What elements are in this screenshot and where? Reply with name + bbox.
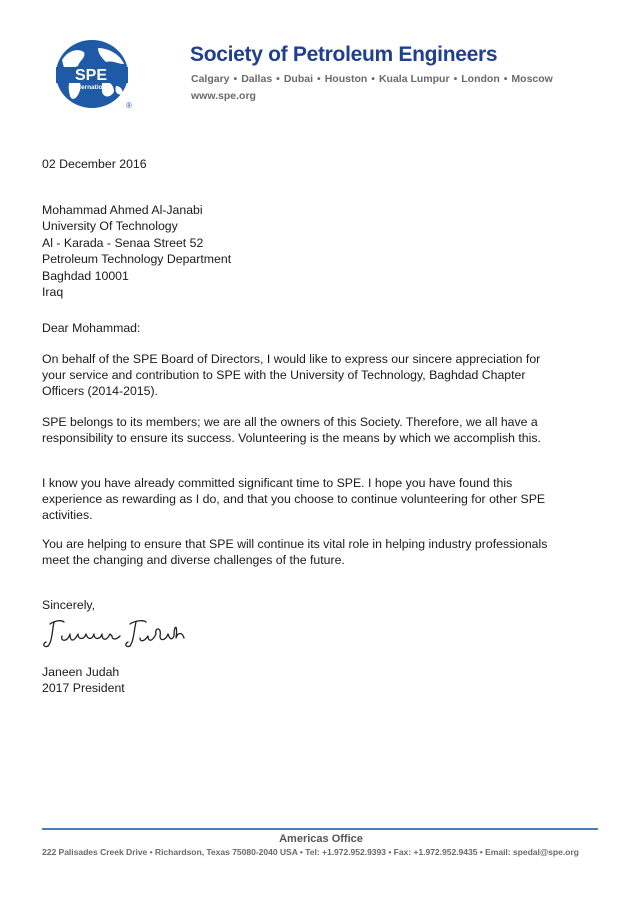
- recipient-address: [42, 202, 231, 300]
- signer-name: Janeen Judah: [42, 665, 120, 679]
- recipient-country: Iraq: [42, 285, 64, 300]
- recipient-department: Petroleum Technology Department: [42, 252, 232, 267]
- spe-logo: [42, 38, 176, 110]
- logo-text: SPE: [75, 67, 108, 84]
- city: Dubai: [283, 73, 314, 85]
- city-separator: •: [453, 73, 458, 85]
- recipient-street: Al - Karada - Senaa Street 52: [42, 235, 204, 250]
- recipient-institution: University Of Technology: [42, 219, 178, 234]
- handwritten-signature: [40, 614, 190, 654]
- logo-subtext: International: [73, 84, 113, 91]
- paragraph: You are helping to ensure that SPE will continue its vital role in helping industry professionals meet the changing and diverse challenges of the future.: [42, 537, 548, 567]
- city-separator: •: [317, 73, 321, 85]
- paragraph: SPE belongs to its members; we are all the owners of this Society. Therefore, we all have a responsibility to ensure its success. Volunteering is the means by which we accomplish this.: [42, 415, 541, 445]
- city: Houston: [324, 73, 368, 85]
- registered-mark: ®: [126, 101, 132, 110]
- footer-divider: [42, 828, 598, 830]
- signer-title: 2017 President: [42, 681, 125, 695]
- recipient-name: Mohammad Ahmed Al-Janabi: [42, 203, 203, 217]
- salutation: Dear Mohammad:: [42, 321, 141, 335]
- city-separator: •: [276, 73, 280, 85]
- city-separator: •: [503, 73, 508, 85]
- recipient-city: Baghdad 10001: [42, 268, 129, 283]
- city: Dallas: [241, 73, 273, 85]
- organization-name: Society of Petroleum Engineers: [190, 43, 498, 66]
- city: London: [461, 73, 500, 85]
- city: Moscow: [511, 73, 553, 85]
- website-link[interactable]: www.spe.org: [191, 90, 256, 102]
- letter-date: 02 December 2016: [42, 157, 147, 171]
- closing: Sincerely,: [42, 598, 96, 612]
- office-cities: [191, 73, 553, 85]
- city-separator: •: [233, 73, 238, 85]
- footer-office-title: Americas Office: [279, 833, 363, 845]
- city: Kuala Lumpur: [378, 73, 450, 85]
- city-separator: •: [371, 73, 375, 85]
- paragraph: On behalf of the SPE Board of Directors, I would like to express our sincere appreciation for your service and contribution to SPE with the University of Technology, Baghdad Chapter Officers (2014-2015).: [42, 352, 541, 398]
- signer-block: [42, 664, 125, 696]
- paragraph: I know you have already committed significant time to SPE. I hope you have found this experience as rewarding as I do, and that you choose to continue volunteering for other SPE activities.: [42, 476, 546, 522]
- city: Calgary: [191, 73, 230, 85]
- footer-contact-line: 222 Palisades Creek Drive • Richardson, Texas 75080-2040 USA • Tel: +1.972.952.9393 • Fax: +1.972.952.9435 • Email: spedal@spe.org: [42, 847, 579, 857]
